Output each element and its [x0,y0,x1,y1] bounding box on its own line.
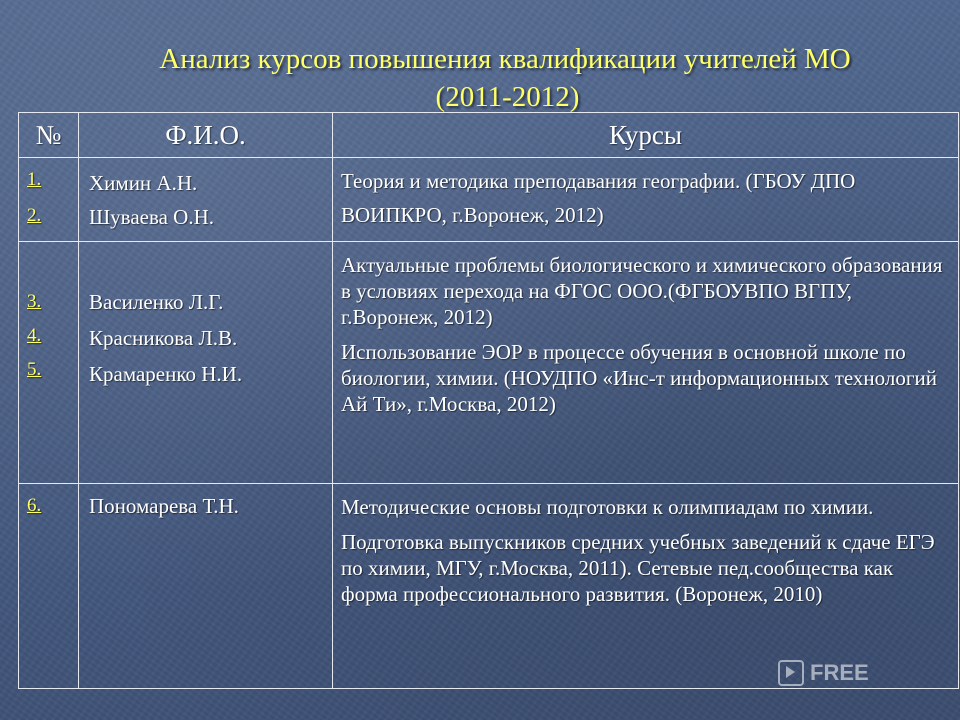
table-header-row [19,113,959,158]
row-numbers [19,484,79,689]
slide-title-line1: Анализ курсов повышения квалификации учителей МО [159,43,851,75]
teacher-name: Крамаренко Н.И. [89,362,243,386]
header-fio: Ф.И.О. [79,113,333,158]
teacher-name: Шуваева О.Н. [89,205,215,229]
row-number: 5. [27,359,42,380]
row-number: 4. [27,325,42,346]
row-courses [333,242,959,484]
row-numbers [19,158,79,242]
slide-title [0,40,960,116]
teacher-name: Василенко Л.Г. [89,290,224,314]
row-number: 2. [27,205,42,226]
course-text: Актуальные проблемы биологического и химического образования в условиях перехода на ФГОС ООО.(ФГБОУВПО ВГПУ, г.Воронеж, 2012) [341,253,943,329]
row-number: 1. [27,169,42,190]
teacher-name: Пономарева Т.Н. [89,494,239,518]
course-text: Методические основы подготовки к олимпиадам по химии. [341,495,874,519]
row-number: 6. [27,495,42,516]
header-courses: Курсы [333,113,959,158]
header-num: № [19,113,79,158]
course-text: Использование ЭОР в процессе обучения в основной школе по биологии, химии. (НОУДПО «Инс-т информационных технологий Ай Ти», г.Москва, 2012) [341,340,937,416]
watermark-text: FREE [810,660,869,685]
watermark [778,660,869,686]
row-courses [333,484,959,689]
teacher-name: Красникова Л.В. [89,326,238,350]
row-number: 3. [27,291,42,312]
row-names [79,242,333,484]
play-icon [778,660,804,686]
slide-title-line2: (2011-2012) [435,81,580,113]
course-text: Теория и методика преподавания географии. (ГБОУ ДПО ВОИПКРО, г.Воронеж, 2012) [341,169,856,227]
table-row [19,242,959,484]
table-row [19,484,959,689]
course-text: Подготовка выпускников средних учебных заведений к сдаче ЕГЭ по химии, МГУ, г.Москва, 2011). Сетевые пед.сообщества как форма профессионального развития. (Воронеж, 2010) [341,530,935,606]
row-names [79,484,333,689]
row-courses [333,158,959,242]
courses-table [18,112,959,689]
table-row [19,158,959,242]
row-numbers [19,242,79,484]
teacher-name: Химин А.Н. [89,171,198,195]
row-names [79,158,333,242]
